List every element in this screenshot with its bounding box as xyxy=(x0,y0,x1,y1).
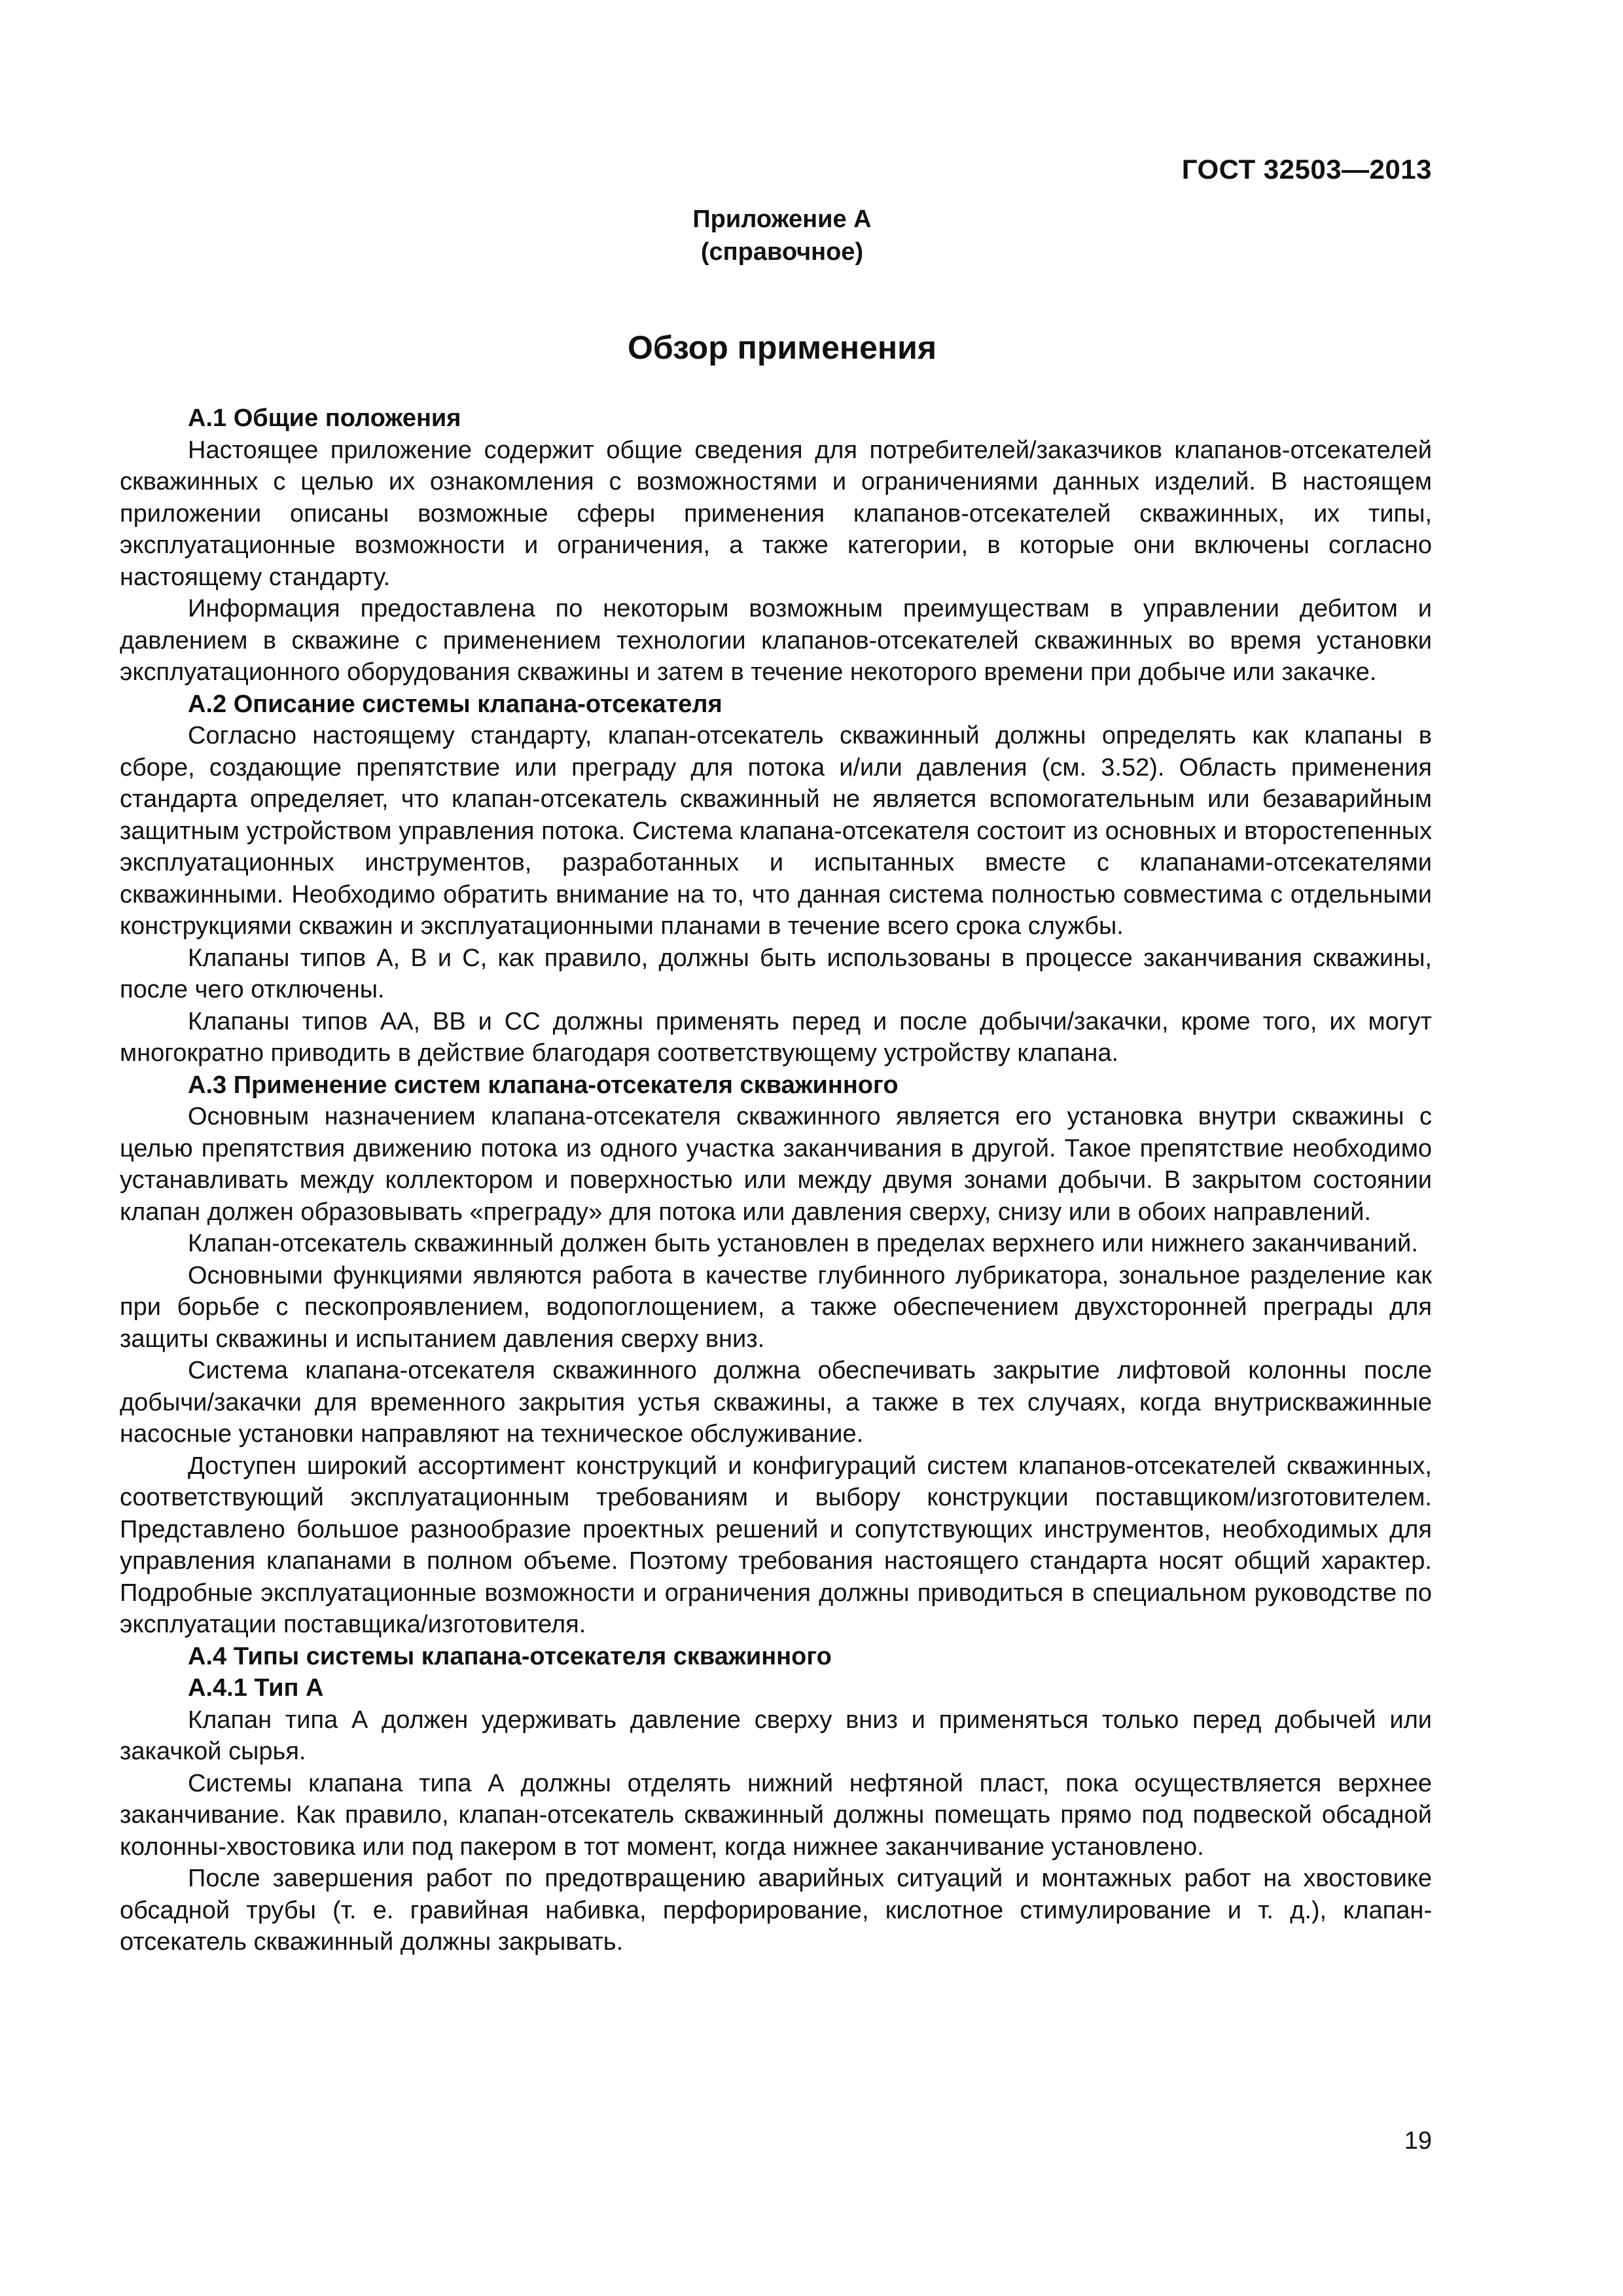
paragraph: Настоящее приложение содержит общие сведения для потребителей/заказчиков клапанов-отсекателей скважинных с целью их ознакомления с возможностями и ограничениями данных изделий. В настоящем приложении описаны возможные сферы применения клапанов-отсекателей скважинных, их типы, эксплуатационные возможности и ограничения, а также категории, в которые они включены согласно настоящему стандарту. xyxy=(120,436,1432,591)
paragraph: Система клапана-отсекателя скважинного должна обеспечивать закрытие лифтовой колонны после добычи/закачки для временного закрытия устья скважины, а также в тех случаях, когда внутрискважинные насосные установки направляют на техническое обслуживание. xyxy=(120,1357,1432,1448)
standard-number: ГОСТ 32503—2013 xyxy=(1181,154,1432,185)
paragraph: Клапан-отсекатель скважинный должен быть установлен в пределах верхнего или нижнего заканчиваний. xyxy=(188,1230,1418,1257)
paragraph: Клапан типа А должен удерживать давление сверху вниз и применяться только перед добычей или закачкой сырья. xyxy=(120,1706,1432,1765)
paragraph: Согласно настоящему стандарту, клапан-отсекатель скважинный должны определять как клапаны в сборе, создающие препятствие или преграду для потока и/или давления (см. 3.52). Область применения стандарта определяет, что клапан-отсекатель скважинный не является вспомогательным или безаварийным защитным устройством управления потока. Система клапана-отсекателя состоит из основных и второстепенных эксплуатационных инструментов, разработанных и испытанных вместе с клапанами-отсекателями скважинными. Необходимо обратить внимание на то, что данная система полностью совместима с отдельными конструкциями скважин и эксплуатационными планами в течение всего срока службы. xyxy=(120,722,1432,940)
paragraph: Доступен широкий ассортимент конструкций и конфигураций систем клапанов-отсекателей скважинных, соответствующий эксплуатационным требованиям и выбору конструкции поставщиком/изготовителем. Представлено большое разнообразие проектных решений и сопутствующих инструментов, необходимых для управления клапанами в полном объеме. Поэтому требования настоящего стандарта носят общий характер. Подробные эксплуатационные возможности и ограничения должны приводиться в специальном руководстве по эксплуатации поставщика/изготовителя. xyxy=(120,1452,1432,1638)
page-title: Обзор применения xyxy=(627,329,937,366)
subsection-heading-a4-1: А.4.1 Тип А xyxy=(188,1674,324,1702)
paragraph: Системы клапана типа А должны отделять нижний нефтяной пласт, пока осуществляется верхнее заканчивание. Как правило, клапан-отсекатель скважинный должны помещать прямо под подвеской обсадной колонны-хвостовика или под пакером в тот момент, когда нижнее заканчивание установлено. xyxy=(120,1769,1432,1861)
section-heading-a1: А.1 Общие положения xyxy=(188,404,461,432)
paragraph: Клапаны типов АА, ВВ и СС должны применять перед и после добычи/закачки, кроме того, их могут многократно приводить в действие благодаря соответствующему устройству клапана. xyxy=(120,1007,1432,1067)
appendix-label: Приложение А xyxy=(692,206,872,233)
section-heading-a2: А.2 Описание системы клапана-отсекателя xyxy=(188,690,722,718)
appendix-heading xyxy=(0,203,1564,268)
page-number: 19 xyxy=(1404,2127,1432,2155)
paragraph: После завершения работ по предотвращению аварийных ситуаций и монтажных работ на хвостовике обсадной трубы (т. е. гравийная набивка, перфорирование, кислотное стимулирование и т. д.), клапан-отсекатель скважинный должны закрывать. xyxy=(120,1865,1432,1956)
section-heading-a3: А.3 Применение систем клапана-отсекателя скважинного xyxy=(188,1071,899,1099)
document-body xyxy=(120,403,1432,1958)
paragraph: Информация предоставлена по некоторым возможным преимуществам в управлении дебитом и давлением в скважине с применением технологии клапанов-отсекателей скважинных во время установки эксплуатационного оборудования скважины и затем в течение некоторого времени при добыче или закачке. xyxy=(120,595,1432,686)
appendix-kind: (справочное) xyxy=(700,238,864,266)
paragraph: Основными функциями являются работа в качестве глубинного лубрикатора, зональное разделение как при борьбе с пескопроявлением, водопоглощением, а также обеспечением двухсторонней преграды для защиты скважины и испытанием давления сверху вниз. xyxy=(120,1261,1432,1353)
section-heading-a4: А.4 Типы системы клапана-отсекателя скважинного xyxy=(188,1642,832,1670)
paragraph: Клапаны типов А, В и С, как правило, должны быть использованы в процессе заканчивания скважины, после чего отключены. xyxy=(120,944,1432,1003)
paragraph: Основным назначением клапана-отсекателя скважинного является его установка внутри скважины с целью препятствия движению потока из одного участка заканчивания в другой. Такое препятствие необходимо устанавливать между коллектором и поверхностью или между двумя зонами добычи. В закрытом состоянии клапан должен образовывать «преграду» для потока или давления сверху, снизу или в обоих направлений. xyxy=(120,1103,1432,1226)
